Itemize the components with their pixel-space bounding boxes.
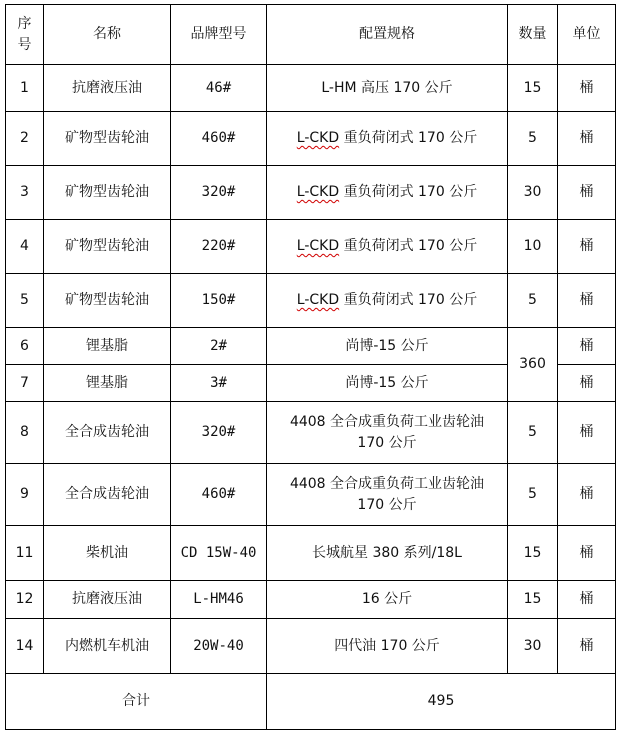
cell-qty: 5 [508,112,558,166]
oil-inventory-table [5,4,616,730]
spec-code-mark: L-CKD [296,130,340,146]
cell-brand: 46# [171,65,267,112]
table-row [6,274,616,328]
cell-seq: 12 [6,581,44,619]
cell-unit: 桶 [558,220,616,274]
spec-text: 重负荷闭式 170 公斤 [339,184,478,200]
cell-spec: 尚博-15 公斤 [267,365,508,402]
cell-name: 柴机油 [44,526,171,581]
header-qty: 数量 [508,5,558,65]
table-row [6,166,616,220]
cell-unit: 桶 [558,365,616,402]
cell-name: 矿物型齿轮油 [44,112,171,166]
cell-spec: 长城航星 380 系列/18L [267,526,508,581]
cell-qty: 15 [508,65,558,112]
cell-name: 全合成齿轮油 [44,464,171,526]
table-row [6,112,616,166]
spec-code-mark: L-CKD [296,238,340,254]
cell-spec: 尚博-15 公斤 [267,328,508,365]
cell-brand: 320# [171,402,267,464]
spec-text: 重负荷闭式 170 公斤 [339,130,478,146]
cell-brand: 20W-40 [171,619,267,674]
cell-unit: 桶 [558,274,616,328]
header-spec: 配置规格 [267,5,508,65]
cell-seq: 6 [6,328,44,365]
table-row [6,220,616,274]
table-row [6,581,616,619]
cell-seq: 11 [6,526,44,581]
cell-seq: 8 [6,402,44,464]
cell-spec [267,274,508,328]
cell-spec: 16 公斤 [267,581,508,619]
cell-name: 内燃机车机油 [44,619,171,674]
spec-text: 重负荷闭式 170 公斤 [339,292,478,308]
cell-qty: 5 [508,402,558,464]
cell-name: 矿物型齿轮油 [44,220,171,274]
table-row [6,65,616,112]
cell-qty: 15 [508,526,558,581]
spec-line-1: 4408 全合成重负荷工业齿轮油 [289,475,485,492]
cell-seq: 9 [6,464,44,526]
cell-seq: 1 [6,65,44,112]
cell-name: 全合成齿轮油 [44,402,171,464]
cell-seq: 4 [6,220,44,274]
cell-qty: 5 [508,274,558,328]
cell-spec: L-HM 高压 170 公斤 [267,65,508,112]
cell-brand: L-HM46 [171,581,267,619]
cell-qty-merged: 360 [508,328,558,402]
cell-brand: 220# [171,220,267,274]
cell-unit: 桶 [558,328,616,365]
cell-spec [267,220,508,274]
cell-brand: 150# [171,274,267,328]
table-row [6,464,616,526]
table-row [6,328,616,365]
cell-unit: 桶 [558,526,616,581]
spec-code-mark: L-CKD [296,184,340,200]
cell-unit: 桶 [558,464,616,526]
cell-name: 矿物型齿轮油 [44,274,171,328]
table-header-row [6,5,616,65]
table-row [6,526,616,581]
cell-spec: 四代油 170 公斤 [267,619,508,674]
spec-code-mark: L-CKD [296,292,340,308]
cell-brand: 2# [171,328,267,365]
cell-spec [267,464,508,526]
cell-seq: 5 [6,274,44,328]
cell-unit: 桶 [558,402,616,464]
cell-qty: 15 [508,581,558,619]
header-name: 名称 [44,5,171,65]
spec-text: 重负荷闭式 170 公斤 [339,238,478,254]
cell-qty: 30 [508,619,558,674]
table-row [6,619,616,674]
spec-line-2: 170 公斤 [357,496,417,513]
cell-brand: 460# [171,112,267,166]
cell-unit: 桶 [558,112,616,166]
spec-line-2: 170 公斤 [357,434,417,451]
cell-spec [267,166,508,220]
cell-unit: 桶 [558,581,616,619]
total-value: 495 [267,674,616,730]
cell-name: 矿物型齿轮油 [44,166,171,220]
cell-spec [267,402,508,464]
cell-qty: 30 [508,166,558,220]
cell-name: 锂基脂 [44,328,171,365]
cell-seq: 3 [6,166,44,220]
cell-seq: 14 [6,619,44,674]
cell-name: 锂基脂 [44,365,171,402]
total-row [6,674,616,730]
cell-qty: 5 [508,464,558,526]
cell-unit: 桶 [558,65,616,112]
cell-name: 抗磨液压油 [44,581,171,619]
spec-line-1: 4408 全合成重负荷工业齿轮油 [289,413,485,430]
header-unit: 单位 [558,5,616,65]
cell-spec [267,112,508,166]
cell-unit: 桶 [558,619,616,674]
cell-seq: 2 [6,112,44,166]
header-seq: 序号 [6,5,44,65]
cell-seq: 7 [6,365,44,402]
cell-unit: 桶 [558,166,616,220]
total-label: 合计 [6,674,267,730]
cell-brand: 320# [171,166,267,220]
cell-brand: 3# [171,365,267,402]
cell-brand: CD 15W-40 [171,526,267,581]
cell-brand: 460# [171,464,267,526]
table-row [6,402,616,464]
cell-name: 抗磨液压油 [44,65,171,112]
cell-qty: 10 [508,220,558,274]
header-brand: 品牌型号 [171,5,267,65]
